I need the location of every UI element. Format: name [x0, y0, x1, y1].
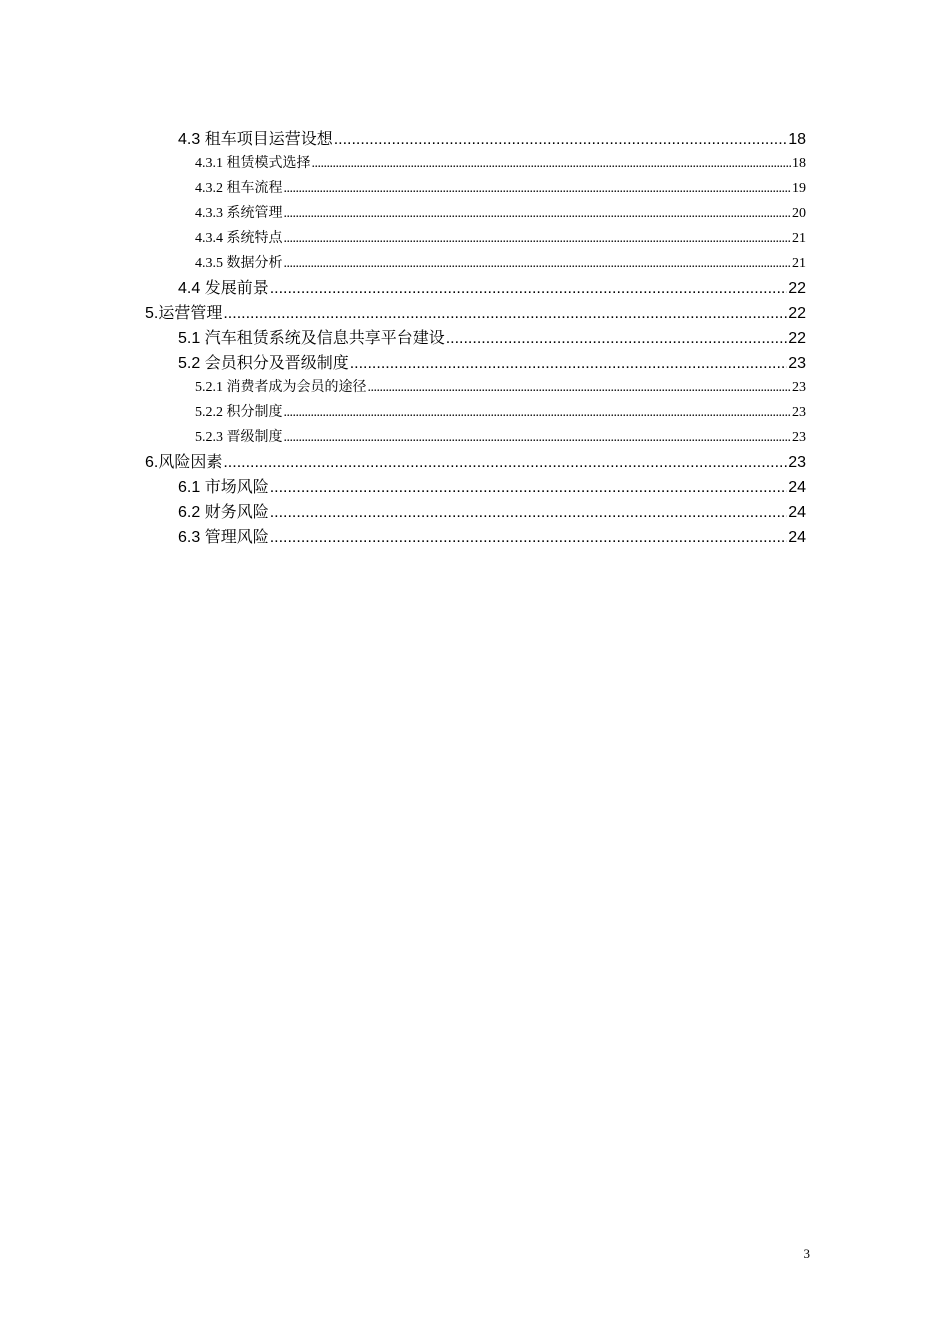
toc-entry-label: 5.1 汽车租赁系统及信息共享平台建设 [178, 330, 445, 347]
toc-dot-leader [284, 430, 792, 446]
toc-entry-6-2[interactable] [178, 499, 806, 522]
toc-entry-4-3-3[interactable] [195, 202, 806, 222]
toc-entry-6-3[interactable] [178, 524, 806, 547]
toc-entry-label: 5.2 会员积分及晋级制度 [178, 355, 349, 372]
toc-entry-4-4[interactable] [178, 275, 806, 298]
toc-entry-label: 5.2.1 消费者成为会员的途径 [195, 380, 367, 395]
toc-dot-leader [334, 131, 788, 149]
toc-entry-label: 5.2.2 积分制度 [195, 405, 283, 420]
toc-dot-leader [446, 330, 788, 348]
toc-entry-page: 23 [792, 405, 806, 420]
toc-entry-page: 23 [788, 355, 806, 372]
toc-entry-label: 5.2.3 晋级制度 [195, 430, 283, 445]
toc-dot-leader [284, 231, 792, 247]
toc-entry-4-3-4[interactable] [195, 227, 806, 247]
toc-dot-leader [270, 504, 788, 522]
toc-entry-page: 20 [792, 206, 806, 221]
toc-entry-6-1[interactable] [178, 474, 806, 497]
toc-entry-4-3[interactable] [178, 126, 806, 149]
toc-dot-leader [350, 355, 788, 373]
toc-entry-5-2[interactable] [178, 350, 806, 373]
toc-entry-page: 22 [788, 280, 806, 297]
toc-entry-label: 6.风险因素 [145, 454, 223, 471]
toc-entry-label: 4.3 租车项目运营设想 [178, 131, 333, 148]
toc-entry-5-2-2[interactable] [195, 401, 806, 421]
toc-entry-label: 4.4 发展前景 [178, 280, 269, 297]
toc-dot-leader [284, 256, 792, 272]
toc-entry-label: 5.运营管理 [145, 305, 223, 322]
toc-entry-label: 4.3.5 数据分析 [195, 256, 283, 271]
toc-dot-leader [223, 305, 787, 323]
toc-entry-5-2-1[interactable] [195, 376, 806, 396]
toc-dot-leader [312, 156, 792, 172]
page-number: 3 [803, 1246, 810, 1261]
toc-dot-leader [270, 529, 788, 547]
toc-entry-page: 24 [788, 504, 806, 521]
toc-entry-page: 23 [792, 430, 806, 445]
toc-entry-5-1[interactable] [178, 325, 806, 348]
toc-entry-page: 24 [788, 479, 806, 496]
toc-dot-leader [270, 479, 788, 497]
toc-entry-page: 23 [788, 454, 806, 471]
toc-dot-leader [270, 280, 788, 298]
toc-entry-page: 24 [788, 529, 806, 546]
toc-entry-5-2-3[interactable] [195, 426, 806, 446]
toc-entry-6[interactable] [145, 449, 806, 472]
toc-entry-page: 18 [788, 131, 806, 148]
toc-entry-label: 4.3.3 系统管理 [195, 206, 283, 221]
toc-entry-label: 4.3.1 租赁模式选择 [195, 156, 311, 171]
toc-entry-label: 6.2 财务风险 [178, 504, 269, 521]
toc-entry-5[interactable] [145, 300, 806, 323]
toc-entry-4-3-1[interactable] [195, 152, 806, 172]
toc-dot-leader [284, 181, 792, 197]
toc-entry-label: 4.3.2 租车流程 [195, 181, 283, 196]
toc-entry-page: 18 [792, 156, 806, 171]
toc-entry-page: 21 [792, 231, 806, 246]
toc-entry-label: 4.3.4 系统特点 [195, 231, 283, 246]
toc-entry-page: 21 [792, 256, 806, 271]
toc-entry-page: 19 [792, 181, 806, 196]
toc-entry-label: 6.3 管理风险 [178, 529, 269, 546]
toc-dot-leader [284, 405, 792, 421]
toc-dot-leader [284, 206, 792, 222]
toc-entry-label: 6.1 市场风险 [178, 479, 269, 496]
toc-dot-leader [368, 380, 792, 396]
toc-entry-4-3-5[interactable] [195, 252, 806, 272]
toc-entry-4-3-2[interactable] [195, 177, 806, 197]
toc-dot-leader [223, 454, 787, 472]
toc-entry-page: 22 [788, 330, 806, 347]
toc-entry-page: 22 [788, 305, 806, 322]
toc-entry-page: 23 [792, 380, 806, 395]
